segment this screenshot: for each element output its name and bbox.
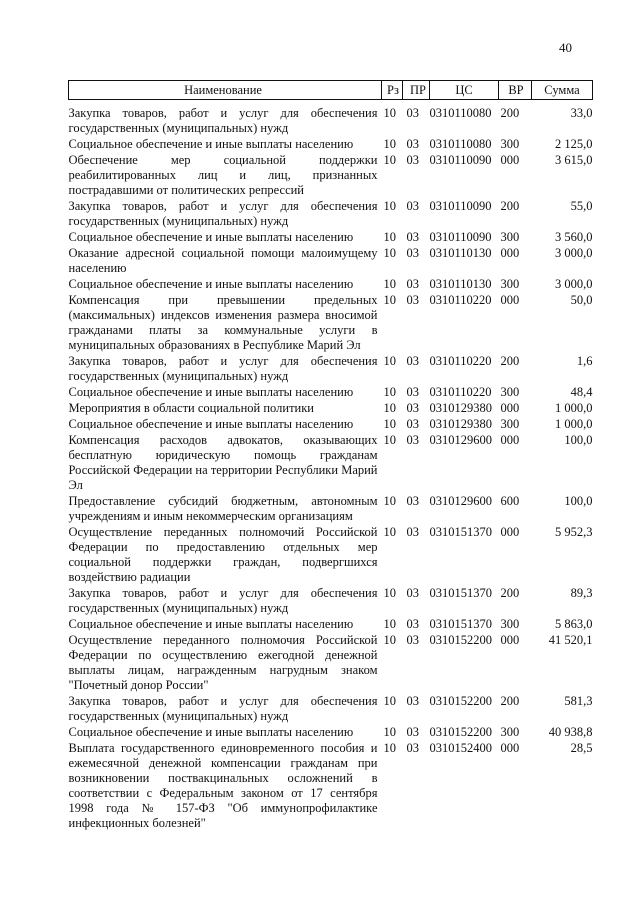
row-name: Предоставление субсидий бюджетным, автономным учреждениям и иным некоммерческим организациям bbox=[68, 494, 378, 523]
row-vr: 000 bbox=[500, 741, 520, 755]
row-name: Закупка товаров, работ и услуг для обеспечения государственных (муниципальных) нужд bbox=[68, 106, 378, 135]
row-vr: 300 bbox=[500, 417, 520, 431]
row-cs: 0310152200 bbox=[429, 633, 492, 647]
row-name: Социальное обеспечение и иные выплаты населению bbox=[68, 230, 354, 244]
row-cs: 0310110220 bbox=[429, 385, 492, 399]
row-pr: 03 bbox=[406, 417, 419, 431]
table-body bbox=[69, 100, 593, 833]
table-row bbox=[69, 153, 593, 199]
row-sum: 40 938,8 bbox=[548, 725, 593, 739]
table-row bbox=[69, 433, 593, 494]
row-rz: 10 bbox=[383, 586, 396, 600]
row-cs: 0310110080 bbox=[429, 137, 492, 151]
row-cs: 0310151370 bbox=[429, 617, 492, 631]
row-rz: 10 bbox=[383, 106, 396, 120]
table-row bbox=[69, 199, 593, 230]
row-name: Социальное обеспечение и иные выплаты населению bbox=[68, 385, 354, 399]
row-rz: 10 bbox=[383, 246, 396, 260]
row-name: Обеспечение мер социальной поддержки реабилитированных лиц и лиц, признанных пострадавшими от политических репрессий bbox=[68, 153, 378, 197]
row-vr: 200 bbox=[500, 586, 520, 600]
row-sum: 1 000,0 bbox=[555, 401, 593, 415]
table-row bbox=[69, 725, 593, 741]
row-cs: 0310110090 bbox=[429, 230, 492, 244]
row-pr: 03 bbox=[406, 230, 419, 244]
table-row bbox=[69, 401, 593, 417]
table-row bbox=[69, 106, 593, 137]
row-pr: 03 bbox=[406, 106, 419, 120]
table-row bbox=[69, 694, 593, 725]
row-vr: 200 bbox=[500, 199, 520, 213]
row-cs: 0310152400 bbox=[429, 741, 492, 755]
row-vr: 600 bbox=[500, 494, 520, 508]
table-row bbox=[69, 137, 593, 153]
table-row bbox=[69, 385, 593, 401]
table-header bbox=[69, 81, 593, 100]
row-name: Социальное обеспечение и иные выплаты населению bbox=[68, 617, 354, 631]
row-rz: 10 bbox=[383, 694, 396, 708]
row-sum: 1 000,0 bbox=[555, 417, 593, 431]
header-rz: Рз bbox=[382, 81, 403, 100]
table-row bbox=[69, 354, 593, 385]
row-vr: 000 bbox=[500, 246, 520, 260]
row-rz: 10 bbox=[383, 230, 396, 244]
row-rz: 10 bbox=[383, 633, 396, 647]
row-sum: 3 000,0 bbox=[555, 246, 593, 260]
row-rz: 10 bbox=[383, 277, 396, 291]
header-pr: ПР bbox=[403, 81, 430, 100]
row-sum: 2 125,0 bbox=[555, 137, 593, 151]
row-pr: 03 bbox=[406, 633, 419, 647]
table-row bbox=[69, 633, 593, 694]
table-row bbox=[69, 230, 593, 246]
row-cs: 0310129380 bbox=[429, 401, 492, 415]
row-pr: 03 bbox=[406, 401, 419, 415]
row-pr: 03 bbox=[406, 246, 419, 260]
table-row bbox=[69, 741, 593, 832]
row-rz: 10 bbox=[383, 385, 396, 399]
row-pr: 03 bbox=[406, 433, 419, 447]
table-row bbox=[69, 525, 593, 586]
table-row bbox=[69, 246, 593, 277]
row-rz: 10 bbox=[383, 293, 396, 307]
row-rz: 10 bbox=[383, 433, 396, 447]
row-sum: 3 000,0 bbox=[555, 277, 593, 291]
page-number: 40 bbox=[559, 40, 572, 55]
row-rz: 10 bbox=[383, 417, 396, 431]
row-sum: 41 520,1 bbox=[548, 633, 593, 647]
row-cs: 0310110220 bbox=[429, 354, 492, 368]
row-name: Закупка товаров, работ и услуг для обеспечения государственных (муниципальных) нужд bbox=[68, 354, 378, 383]
header-sum: Сумма bbox=[532, 81, 593, 100]
row-cs: 0310152200 bbox=[429, 694, 492, 708]
row-sum: 28,5 bbox=[570, 741, 593, 755]
row-name: Социальное обеспечение и иные выплаты населению bbox=[68, 725, 354, 739]
row-pr: 03 bbox=[406, 293, 419, 307]
row-sum: 3 560,0 bbox=[555, 230, 593, 244]
table-row bbox=[69, 586, 593, 617]
row-sum: 48,4 bbox=[570, 385, 593, 399]
table-row bbox=[69, 293, 593, 354]
row-cs: 0310110080 bbox=[429, 106, 492, 120]
row-rz: 10 bbox=[383, 725, 396, 739]
row-pr: 03 bbox=[406, 725, 419, 739]
row-vr: 300 bbox=[500, 137, 520, 151]
row-name: Закупка товаров, работ и услуг для обеспечения государственных (муниципальных) нужд bbox=[68, 694, 378, 723]
row-name: Компенсация при превышении предельных (максимальных) индексов изменения размера вносимой гражданами платы за коммунальные услуги в муниципальных образованиях в Республике Марий Эл bbox=[68, 293, 378, 352]
table-row bbox=[69, 494, 593, 525]
row-sum: 55,0 bbox=[570, 199, 593, 213]
row-rz: 10 bbox=[383, 153, 396, 167]
row-vr: 000 bbox=[500, 401, 520, 415]
row-vr: 000 bbox=[500, 525, 520, 539]
row-rz: 10 bbox=[383, 401, 396, 415]
row-sum: 89,3 bbox=[570, 586, 593, 600]
row-sum: 100,0 bbox=[564, 494, 593, 508]
row-vr: 300 bbox=[500, 725, 520, 739]
header-vr: ВР bbox=[499, 81, 532, 100]
row-name: Компенсация расходов адвокатов, оказывающих бесплатную юридическую помощь гражданам Российской Федерации на территории Республики Марий Эл bbox=[68, 433, 378, 492]
row-pr: 03 bbox=[406, 385, 419, 399]
row-vr: 000 bbox=[500, 293, 520, 307]
row-sum: 50,0 bbox=[570, 293, 593, 307]
row-cs: 0310152200 bbox=[429, 725, 492, 739]
row-cs: 0310151370 bbox=[429, 525, 492, 539]
row-rz: 10 bbox=[383, 137, 396, 151]
header-name: Наименование bbox=[69, 81, 382, 100]
table-row bbox=[69, 617, 593, 633]
row-cs: 0310129380 bbox=[429, 417, 492, 431]
row-pr: 03 bbox=[406, 137, 419, 151]
row-sum: 5 863,0 bbox=[555, 617, 593, 631]
budget-table bbox=[68, 80, 593, 832]
row-pr: 03 bbox=[406, 525, 419, 539]
row-sum: 5 952,3 bbox=[555, 525, 593, 539]
row-name: Социальное обеспечение и иные выплаты населению bbox=[68, 417, 354, 431]
row-sum: 3 615,0 bbox=[555, 153, 593, 167]
row-cs: 0310129600 bbox=[429, 494, 492, 508]
row-rz: 10 bbox=[383, 525, 396, 539]
table-row bbox=[69, 277, 593, 293]
row-name: Социальное обеспечение и иные выплаты населению bbox=[68, 277, 354, 291]
row-vr: 300 bbox=[500, 277, 520, 291]
row-pr: 03 bbox=[406, 617, 419, 631]
row-sum: 100,0 bbox=[564, 433, 593, 447]
row-rz: 10 bbox=[383, 617, 396, 631]
row-vr: 200 bbox=[500, 106, 520, 120]
row-vr: 000 bbox=[500, 153, 520, 167]
row-name: Осуществление переданных полномочий Российской Федерации по предоставлению отдельных мер социальной поддержки граждан, подвергшихся воздействию радиации bbox=[68, 525, 378, 584]
row-pr: 03 bbox=[406, 494, 419, 508]
row-cs: 0310110130 bbox=[429, 246, 492, 260]
table-row bbox=[69, 417, 593, 433]
row-cs: 0310129600 bbox=[429, 433, 492, 447]
row-sum: 581,3 bbox=[564, 694, 593, 708]
row-name: Закупка товаров, работ и услуг для обеспечения государственных (муниципальных) нужд bbox=[68, 199, 378, 228]
row-rz: 10 bbox=[383, 354, 396, 368]
row-vr: 300 bbox=[500, 617, 520, 631]
row-cs: 0310110220 bbox=[429, 293, 492, 307]
row-name: Закупка товаров, работ и услуг для обеспечения государственных (муниципальных) нужд bbox=[68, 586, 378, 615]
row-sum: 33,0 bbox=[570, 106, 593, 120]
row-name: Социальное обеспечение и иные выплаты населению bbox=[68, 137, 354, 151]
row-name: Оказание адресной социальной помощи малоимущему населению bbox=[68, 246, 378, 275]
row-rz: 10 bbox=[383, 741, 396, 755]
row-pr: 03 bbox=[406, 586, 419, 600]
row-vr: 300 bbox=[500, 230, 520, 244]
row-pr: 03 bbox=[406, 199, 419, 213]
row-pr: 03 bbox=[406, 354, 419, 368]
header-cs: ЦС bbox=[430, 81, 499, 100]
row-name: Выплата государственного единовременного пособия и ежемесячной денежной компенсации гражданам при возникновении поствакцинальных осложнений в соответствии с Федеральным законом от 17 сентября 1998 года № 157-ФЗ "Об иммунопрофилактике инфекционных болезней" bbox=[68, 741, 378, 830]
row-name: Осуществление переданного полномочия Российской Федерации по осуществлению ежегодной денежной выплаты лицам, награжденным нагрудным знаком "Почетный донор России" bbox=[68, 633, 378, 692]
row-rz: 10 bbox=[383, 199, 396, 213]
row-cs: 0310110090 bbox=[429, 199, 492, 213]
row-pr: 03 bbox=[406, 153, 419, 167]
row-pr: 03 bbox=[406, 741, 419, 755]
row-cs: 0310110090 bbox=[429, 153, 492, 167]
row-vr: 000 bbox=[500, 433, 520, 447]
row-cs: 0310151370 bbox=[429, 586, 492, 600]
row-pr: 03 bbox=[406, 694, 419, 708]
row-vr: 000 bbox=[500, 633, 520, 647]
row-pr: 03 bbox=[406, 277, 419, 291]
row-sum: 1,6 bbox=[576, 354, 593, 368]
row-vr: 200 bbox=[500, 354, 520, 368]
row-name: Мероприятия в области социальной политики bbox=[68, 401, 314, 415]
row-cs: 0310110130 bbox=[429, 277, 492, 291]
row-rz: 10 bbox=[383, 494, 396, 508]
row-vr: 200 bbox=[500, 694, 520, 708]
row-vr: 300 bbox=[500, 385, 520, 399]
